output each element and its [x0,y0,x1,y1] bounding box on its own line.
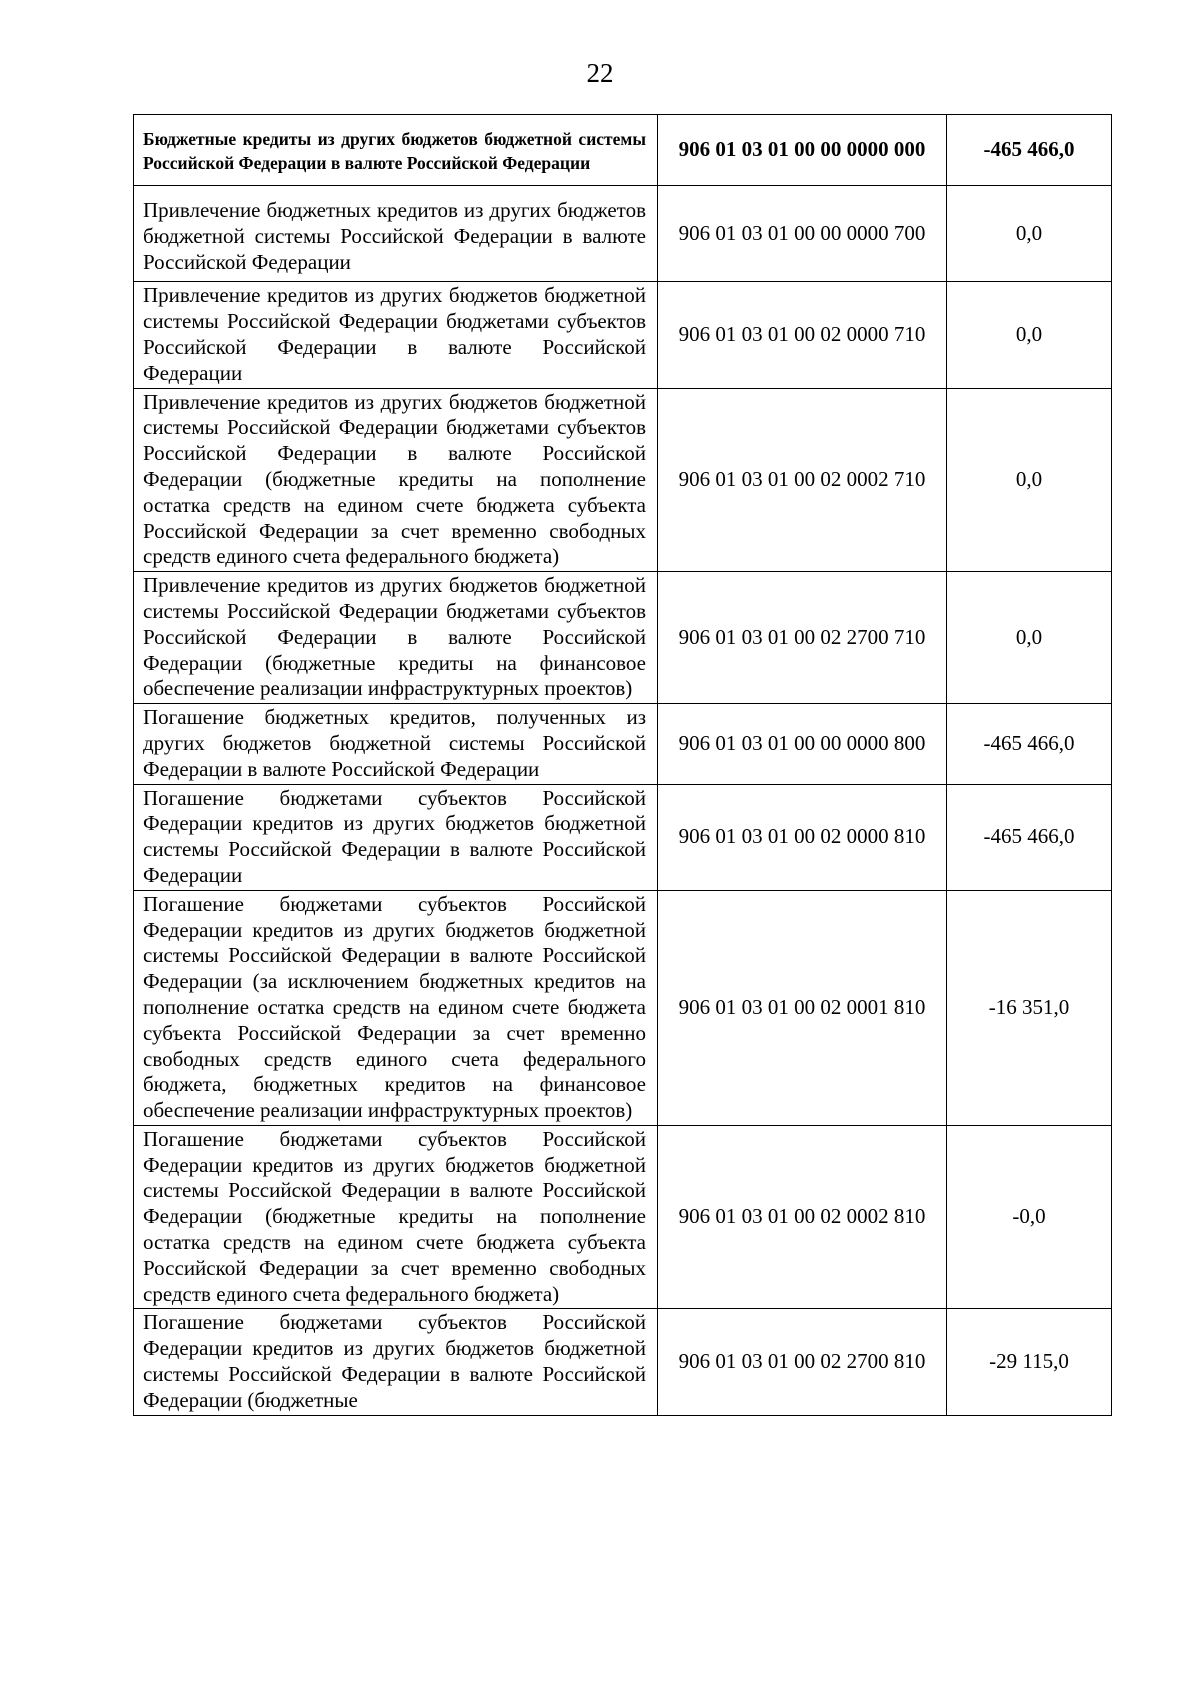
row-code: 906 01 03 01 00 02 0002 810 [658,1125,947,1309]
row-name: Привлечение кредитов из других бюджетов бюджетной системы Российской Федерации бюджетами субъектов Российской Федерации в валюте Российской Федерации [134,282,658,388]
table-row [134,282,1112,388]
row-code: 906 01 03 01 00 00 0000 000 [658,115,947,186]
row-code: 906 01 03 01 00 02 2700 810 [658,1309,947,1415]
row-code: 906 01 03 01 00 02 2700 710 [658,572,947,704]
row-code: 906 01 03 01 00 00 0000 800 [658,704,947,784]
row-name: Привлечение кредитов из других бюджетов бюджетной системы Российской Федерации бюджетами субъектов Российской Федерации в валюте Российской Федерации (бюджетные кредиты на пополнение остатка средств на едином счете бюджета субъекта Российской Федерации за счет временно свободных средств единого счета федерального бюджета) [134,388,658,572]
table-row [134,704,1112,784]
row-amount: 0,0 [947,186,1112,282]
row-name: Погашение бюджетных кредитов, полученных из других бюджетов бюджетной системы Российской Федерации в валюте Российской Федерации [134,704,658,784]
row-amount: -465 466,0 [947,115,1112,186]
row-name: Привлечение бюджетных кредитов из других бюджетов бюджетной системы Российской Федерации в валюте Российской Федерации [134,186,658,282]
table-row [134,388,1112,572]
row-code: 906 01 03 01 00 02 0002 710 [658,388,947,572]
table-row [134,784,1112,890]
row-amount: -465 466,0 [947,704,1112,784]
row-code: 906 01 03 01 00 02 0000 810 [658,784,947,890]
row-name: Бюджетные кредиты из других бюджетов бюджетной системы Российской Федерации в валюте Российской Федерации [134,115,658,186]
row-amount: -29 115,0 [947,1309,1112,1415]
row-amount: -16 351,0 [947,890,1112,1125]
row-name: Погашение бюджетами субъектов Российской Федерации кредитов из других бюджетов бюджетной системы Российской Федерации в валюте Российской Федерации (бюджетные кредиты на пополнение остатка средств на едином счете бюджета субъекта Российской Федерации за счет временно свободных средств единого счета федерального бюджета) [134,1125,658,1309]
row-name: Привлечение кредитов из других бюджетов бюджетной системы Российской Федерации бюджетами субъектов Российской Федерации в валюте Российской Федерации (бюджетные кредиты на финансовое обеспечение реализации инфраструктурных проектов) [134,572,658,704]
row-code: 906 01 03 01 00 02 0000 710 [658,282,947,388]
table-row [134,186,1112,282]
row-amount: -0,0 [947,1125,1112,1309]
row-code: 906 01 03 01 00 02 0001 810 [658,890,947,1125]
row-amount: 0,0 [947,572,1112,704]
row-amount: -465 466,0 [947,784,1112,890]
row-amount: 0,0 [947,388,1112,572]
table-row [134,572,1112,704]
table-row [134,115,1112,186]
row-name: Погашение бюджетами субъектов Российской Федерации кредитов из других бюджетов бюджетной системы Российской Федерации в валюте Российской Федерации [134,784,658,890]
budget-table [133,114,1112,1416]
row-name: Погашение бюджетами субъектов Российской Федерации кредитов из других бюджетов бюджетной системы Российской Федерации в валюте Российской Федерации (бюджетные [134,1309,658,1415]
table-row [134,1309,1112,1415]
page-number: 22 [586,58,614,88]
row-name: Погашение бюджетами субъектов Российской Федерации кредитов из других бюджетов бюджетной системы Российской Федерации в валюте Российской Федерации (за исключением бюджетных кредитов на пополнение остатка средств на едином счете бюджета субъекта Российской Федерации за счет временно свободных средств единого счета федерального бюджета, бюджетных кредитов на финансовое обеспечение реализации инфраструктурных проектов) [134,890,658,1125]
row-code: 906 01 03 01 00 00 0000 700 [658,186,947,282]
row-amount: 0,0 [947,282,1112,388]
table-row [134,1125,1112,1309]
table-row [134,890,1112,1125]
